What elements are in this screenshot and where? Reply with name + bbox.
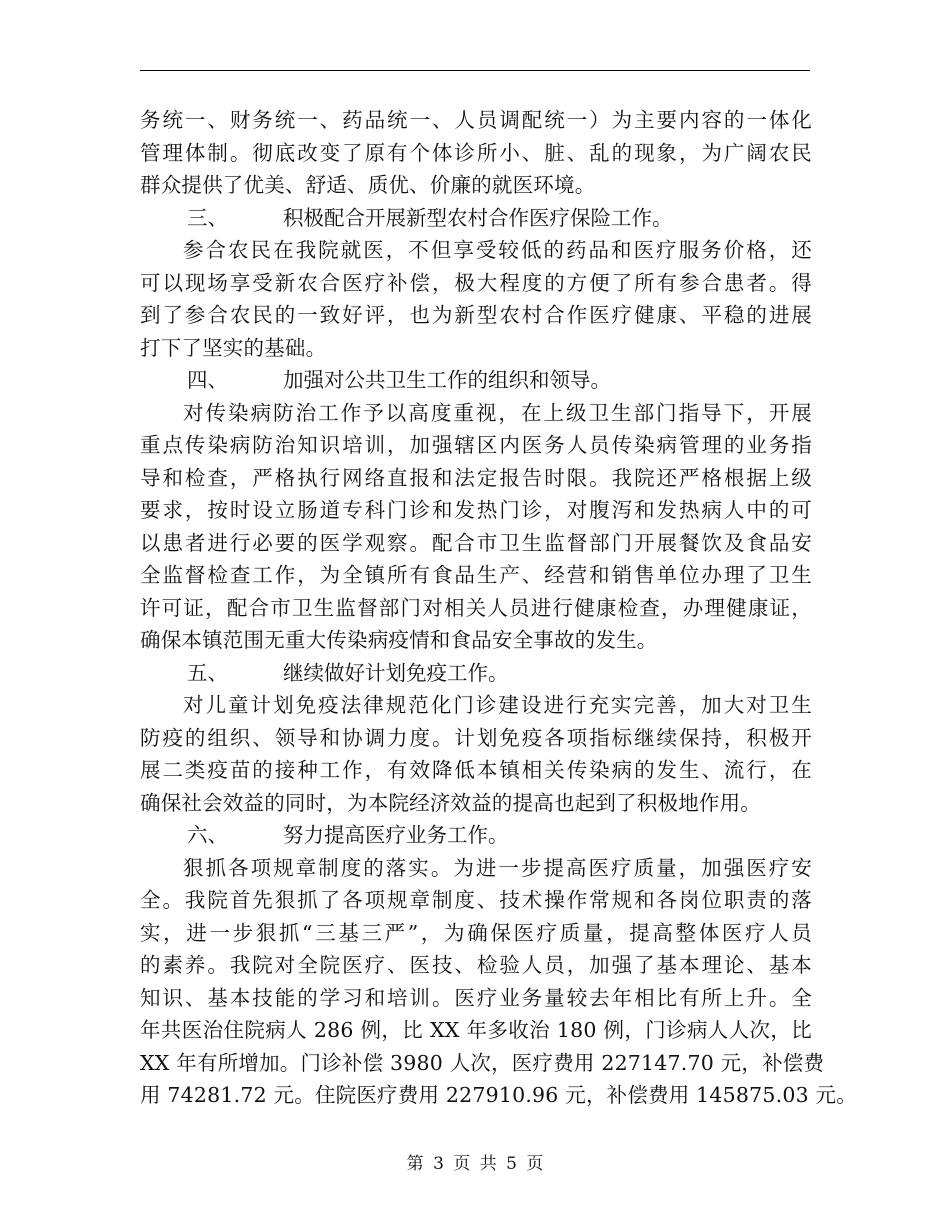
header-rule: [140, 70, 810, 71]
paragraph-line: 可以现场享受新农合医疗补偿，极大程度的方便了所有参合患者。得: [140, 270, 812, 295]
paragraph: [140, 689, 812, 819]
section-number: 五、: [187, 660, 228, 685]
paragraph-line: 群众提供了优美、舒适、质优、价廉的就医环境。: [140, 173, 596, 197]
paragraph-line: 全。我院首先狠抓了各项规章制度、技术操作常规和各岗位职责的落: [140, 888, 812, 912]
paragraph-line: 确保社会效益的同时，为本院经济效益的提高也起到了积极地作用。: [140, 790, 761, 815]
section-heading: [140, 364, 812, 397]
paragraph-line: 用 74281.72 元。住院医疗费用 227910.96 元，补偿费用 145875.03 元。: [140, 1083, 857, 1107]
paragraph-line: 导和检查，严格执行网络直报和法定报告时限。我院还严格根据上级: [140, 465, 812, 490]
page-footer: 第 3 页 共 5 页: [406, 1154, 544, 1174]
section-number: 四、: [187, 368, 228, 392]
section-title: 加强对公共卫生工作的组织和领导。: [283, 368, 611, 392]
section-heading: [140, 202, 812, 235]
paragraph-line: XX 年有所增加。门诊补偿 3980 人次，医疗费用 227147.70 元，补偿费: [140, 1050, 825, 1075]
paragraph-line: 许可证，配合市卫生监督部门对相关人员进行健康检查，办理健康证，: [140, 595, 812, 620]
paragraph-line: 要求，按时设立肠道专科门诊和发热门诊，对腹泻和发热病人中的可: [140, 498, 812, 522]
paragraph: [140, 234, 812, 364]
paragraph-line: 到了参合农民的一致好评，也为新型农村合作医疗健康、平稳的进展: [140, 303, 812, 327]
paragraph-line: 对传染病防治工作予以高度重视，在上级卫生部门指导下，开展: [183, 400, 812, 425]
paragraph-line: 实，进一步狠抓“三基三严”，为确保医疗质量，提高整体医疗人员: [140, 920, 812, 945]
section-heading: [140, 819, 812, 852]
paragraph: [140, 397, 812, 657]
paragraph-line: 的素养。我院对全院医疗、医技、检验人员，加强了基本理论、基本: [140, 953, 812, 977]
paragraph: [140, 852, 857, 1112]
paragraph-line: 年共医治住院病人 286 例，比 XX 年多收治 180 例，门诊病人人次，比: [140, 1018, 812, 1042]
paragraph-line: 全监督检查工作，为全镇所有食品生产、经营和销售单位办理了卫生: [140, 563, 812, 587]
section-title: 努力提高医疗业务工作。: [283, 823, 509, 847]
paragraph-line: 管理体制。彻底改变了原有个体诊所小、脏、乱的现象，为广阔农民: [140, 140, 812, 165]
paragraph-line: 确保本镇范围无重大传染病疫情和食品安全事故的发生。: [140, 628, 658, 652]
paragraph-line: 知识、基本技能的学习和培训。医疗业务量较去年相比有所上升。全: [140, 985, 812, 1010]
section-title: 继续做好计划免疫工作。: [283, 660, 509, 685]
paragraph-line: 展二类疫苗的接种工作，有效降低本镇相关传染病的发生、流行，在: [140, 758, 812, 782]
section-number: 三、: [187, 205, 228, 230]
paragraph-line: 重点传染病防治知识培训，加强辖区内医务人员传染病管理的业务指: [140, 433, 812, 457]
paragraph-line: 狠抓各项规章制度的落实。为进一步提高医疗质量，加强医疗安: [183, 855, 812, 880]
paragraph-line: 以患者进行必要的医学观察。配合市卫生监督部门开展餐饮及食品安: [140, 530, 812, 555]
document-body: [140, 104, 857, 1112]
paragraph-line: 务统一、财务统一、药品统一、人员调配统一）为主要内容的一体化: [140, 108, 812, 132]
paragraph-line: 参合农民在我院就医，不但享受较低的药品和医疗服务价格，还: [183, 238, 812, 262]
paragraph-line: 对儿童计划免疫法律规范化门诊建设进行充实完善，加大对卫生: [183, 693, 812, 717]
paragraph-line: 打下了坚实的基础。: [140, 335, 327, 360]
section-number: 六、: [187, 823, 228, 847]
section-title: 积极配合开展新型农村合作医疗保险工作。: [283, 205, 673, 230]
paragraph: [140, 104, 812, 202]
section-heading: [140, 657, 812, 690]
paragraph-line: 防疫的组织、领导和协调力度。计划免疫各项指标继续保持，积极开: [140, 725, 812, 750]
